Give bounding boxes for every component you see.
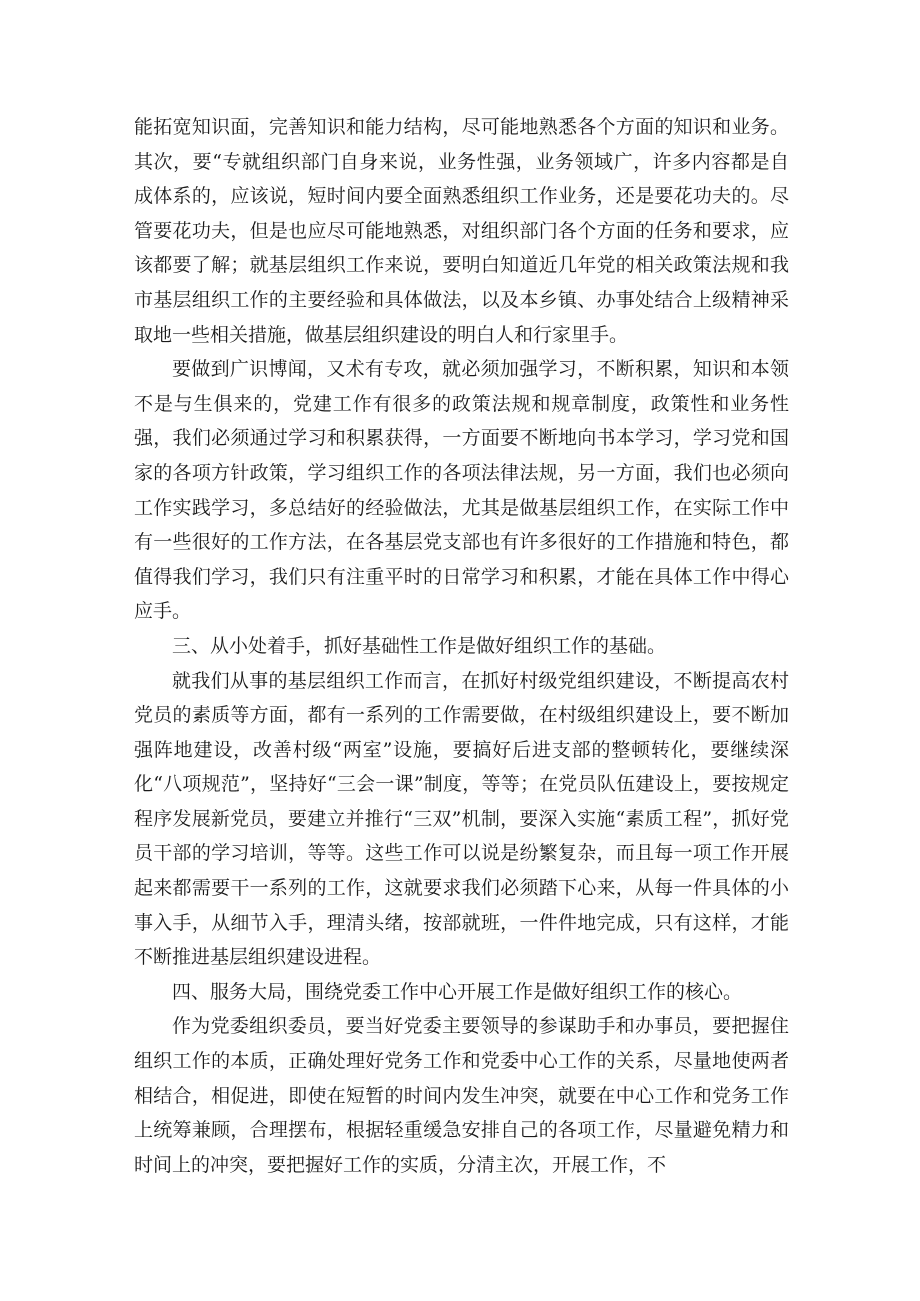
document-body xyxy=(134,110,789,1182)
section-heading-three: 三、从小处着手，抓好基础性工作是做好组织工作的基础。 xyxy=(172,634,667,657)
paragraph-continuation: 能拓宽知识面，完善知识和能力结构，尽可能地熟悉各个方面的知识和业务。其次，要“专就组织部门自身来说，业务性强，业务领域广，许多内容都是自成体系的，应该说，短时间内要全面熟悉组织工作业务，还是要花功夫的。尽管要花功夫，但是也应尽可能地熟悉，对组织部门各个方面的任务和要求，应该都要了解；就基层组织工作来说，要明白知道近几年党的相关政策法规和我市基层组织工作的主要经验和具体做法，以及本乡镇、办事处结合上级精神采取地一些相关措施，做基层组织建设的明白人和行家里手。 xyxy=(134,116,789,346)
paragraph-committee-member: 作为党委组织委员，要当好党委主要领导的参谋助手和办事员，要把握住组织工作的本质，正确处理好党务工作和党委中心工作的关系，尽量地使两者相结合，相促进，即使在短暂的时间内发生冲突，就要在中心工作和党务工作上统筹兼顾，合理摆布，根据轻重缓急安排自己的各项工作，尽量避免精力和时间上的冲突，要把握好工作的实质，分清主次，开展工作，不 xyxy=(134,1015,789,1176)
paragraph-grassroots: 就我们从事的基层组织工作而言，在抓好村级党组织建设，不断提高农村党员的素质等方面，都有一系列的工作需要做，在村级组织建设上，要不断加强阵地建设，改善村级“两室”设施，要搞好后进支部的整顿转化，要继续深化“八项规范”，坚持好“三会一课”制度，等等；在党员队伍建设上，要按规定程序发展新党员，要建立并推行“三双”机制，要深入实施“素质工程”，抓好党员干部的学习培训，等等。这些工作可以说是纷繁复杂，而且每一项工作开展起来都需要干一系列的工作，这就要求我们必须踏下心来，从每一件具体的小事入手，从细节入手，理清头绪，按部就班，一件件地完成，只有这样，才能不断推进基层组织建设进程。 xyxy=(134,669,789,969)
section-heading-four: 四、服务大局，围绕党委工作中心开展工作是做好组织工作的核心。 xyxy=(172,980,743,1003)
paragraph-study: 要做到广识博闻，又术有专攻，就必须加强学习，不断积累，知识和本领不是与生俱来的，党建工作有很多的政策法规和规章制度，政策性和业务性强，我们必须通过学习和积累获得，一方面要不断地向书本学习，学习党和国家的各项方针政策，学习组织工作的各项法律法规，另一方面，我们也必须向工作实践学习，多总结好的经验做法，尤其是做基层组织工作，在实际工作中有一些很好的工作方法，在各基层党支部也有许多很好的工作措施和特色，都值得我们学习，我们只有注重平时的日常学习和积累，才能在具体工作中得心应手。 xyxy=(134,358,789,623)
